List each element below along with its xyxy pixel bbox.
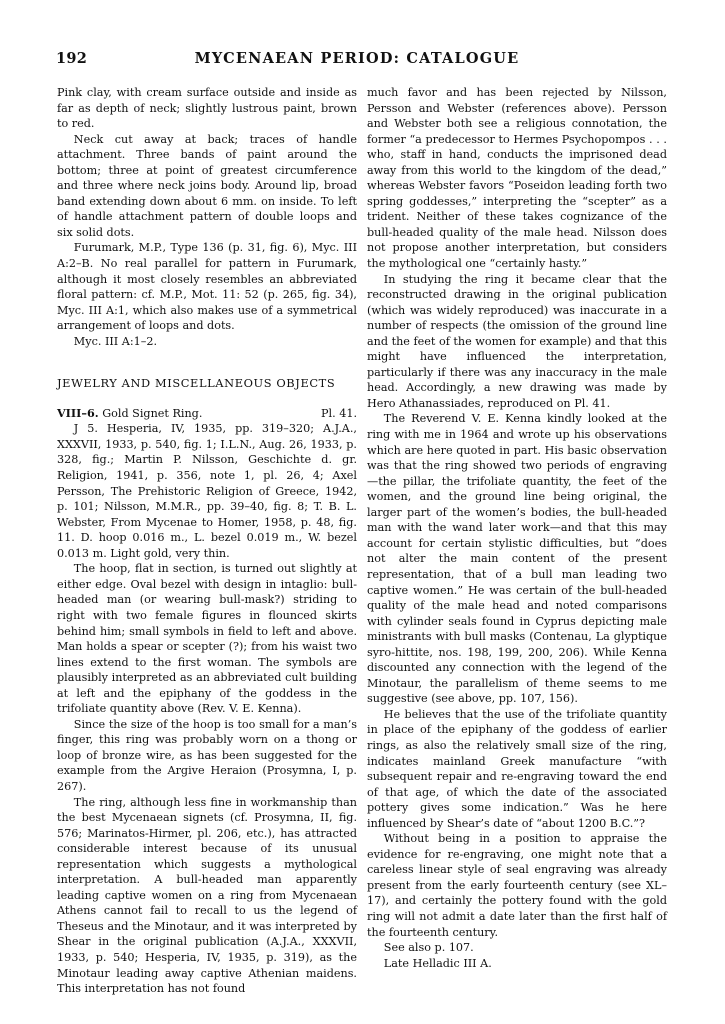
paragraph: Without being in a position to appraise the evidence for re-engraving, one might note that a careless linear style of seal engraving was already present from the early fourteenth century (see XL–17), and certainly the pottery found with the gold ring will not admit a date later than the first half of the fourteenth century.	[367, 832, 667, 939]
left-column	[57, 85, 357, 997]
catalogue-entry-heading	[57, 406, 357, 422]
paragraph: He believes that the use of the trifoliate quantity in place of the epiphany of the goddess of earlier rings, as also the relatively small size of the ring, indicates mainland Greek manufacture “with subsequent repair and re-engraving toward the end of that age, of which the date of the associated pottery gives some indication.” Was he here influenced by Shear’s date of “about 1200 B.C.”?	[367, 707, 667, 830]
paragraph: The hoop, flat in section, is turned out slightly at either edge. Oval bezel with design in intaglio: bull-headed man (or wearing bull-mask?) striding to right with two female figures in flounced skirts behind him; small symbols in field to left and above. Man holds a spear or scepter (?); from his waist two lines extend to the first woman. The symbols are plausibly interpreted as an abbreviated cult building at left and the epiphany of the goddess in the trifoliate quantity above (Rev. V. E. Kenna).	[57, 562, 357, 716]
paragraph: Myc. III A:1–2.	[73, 334, 157, 348]
right-column	[367, 85, 667, 971]
bibliography: J 5. Hesperia, IV, 1935, pp. 319–320; A.J.A., XXXVII, 1933, p. 540, fig. 1; I.L.N., Aug. 26, 1933, p. 328, fig.; Martin P. Nilsson, Geschichte d. gr. Religion, 1941, p. 356, note 1, pl. 26, 4; Axel Persson, The Prehistoric Religion of Greece, 1942, p. 101; Nilsson, M.M.R., pp. 39–40, fig. 8; T. B. L. Webster, From Mycenae to Homer, 1958, p. 48, fig. 11. D. hoop 0.016 m., L. bezel 0.019 m., W. bezel 0.013 m. Light gold, very thin.	[57, 422, 357, 560]
paragraph: In studying the ring it became clear that the reconstructed drawing in the original publication (which was widely reproduced) was inaccurate in a number of respects (the omission of the ground line and the feet of the women for example) and that this might have influenced the interpretation, particularly if there was any inaccuracy in the male head. Accordingly, a new drawing was made by Hero Athanassiades, reproduced on Pl. 41.	[367, 272, 667, 410]
entry-id: VIII–6.	[57, 405, 99, 420]
paragraph: Pink clay, with cream surface outside and inside as far as depth of neck; slightly lustrous paint, brown to red.	[57, 86, 357, 131]
section-heading: JEWELRY AND MISCELLANEOUS OBJECTS	[57, 376, 336, 391]
paragraph: Since the size of the hoop is too small for a man’s finger, this ring was probably worn on a thong or loop of bronze wire, as has been suggested for the example from the Argive Heraion (Prosymna, I, p. 267).	[57, 717, 357, 793]
paragraph: Neck cut away at back; traces of handle attachment. Three bands of paint around the bottom; three at point of greatest circumference and three where neck joins body. Around lip, broad band extending down about 6 mm. on inside. To left of handle attachment pattern of double loops and six solid dots.	[57, 132, 357, 239]
paragraph: The ring, although less fine in workmanship than the best Mycenaean signets (cf. Prosymna, II, fig. 576; Marinatos-Hirmer, pl. 206, etc.), has attracted considerable interest because of its unusual representation which suggests a mythological interpretation. A bull-headed man apparently leading captive women on a ring from Mycenaean Athens cannot fail to recall to us the legend of Theseus and the Minotaur, and it was interpreted by Shear in the original publication (A.J.A., XXXVII, 1933, p. 540; Hesperia, IV, 1935, p. 319), as the Minotaur leading away captive Athenian maidens. This interpretation has not found	[57, 795, 357, 996]
paragraph: The Reverend V. E. Kenna kindly looked at the ring with me in 1964 and wrote up his observations which are here quoted in part. His basic observation was that the ring showed two periods of engraving—the pillar, the trifoliate quantity, the feet of the women, and the ground line being original, the larger part of the women’s bodies, the bull-headed man with the wand later work—and that this may account for certain stylistic difficulties, but “does not alter the main content of the present representation, that of a bull man leading two captive women.” He was certain of the bull-headed quality of the male head and noted comparisons with cylinder seals found in Cyprus depicting male ministrants with bull masks (Contenau, La glyptique syro-hittite, nos. 198, 199, 200, 206). While Kenna discounted any connection with the legend of the Minotaur, the parallelism of theme seems to me suggestive (see above, pp. 107, 156).	[367, 412, 667, 706]
page-header	[56, 50, 658, 72]
entry-plate: Pl. 41.	[320, 406, 357, 420]
paragraph: much favor and has been rejected by Nilsson, Persson and Webster (references above). Persson and Webster both see a religious connotation, the former “a predecessor to Hermes Psychopompos . . . who, staff in hand, conducts the imprisoned dead away from this world to the kingdom of the dead,” whereas Webster favors “Poseidon leading forth two spring goddesses,” interpreting the “scepter” as a trident. Neither of these takes cognizance of the bull-headed quality of the male head. Nilsson does not propose another interpretation, but considers the mythological one “certainly hasty.”	[367, 86, 667, 271]
paragraph: Late Helladic III A.	[383, 956, 492, 970]
paragraph: Furumark, M.P., Type 136 (p. 31, fig. 6), Myc. III A:2–B. No real parallel for pattern in Furumark, although it most closely resembles an abbreviated floral pattern: cf. M.P., Mot. 11: 52 (p. 265, fig. 34), Myc. III A:1, which also makes use of a symmetrical arrangement of loops and dots.	[57, 241, 357, 333]
page-number: 192	[56, 50, 88, 67]
running-title: MYCENAEAN PERIOD: CATALOGUE	[194, 50, 520, 67]
paragraph: See also p. 107.	[383, 941, 474, 955]
entry-title: Gold Signet Ring.	[102, 406, 203, 420]
